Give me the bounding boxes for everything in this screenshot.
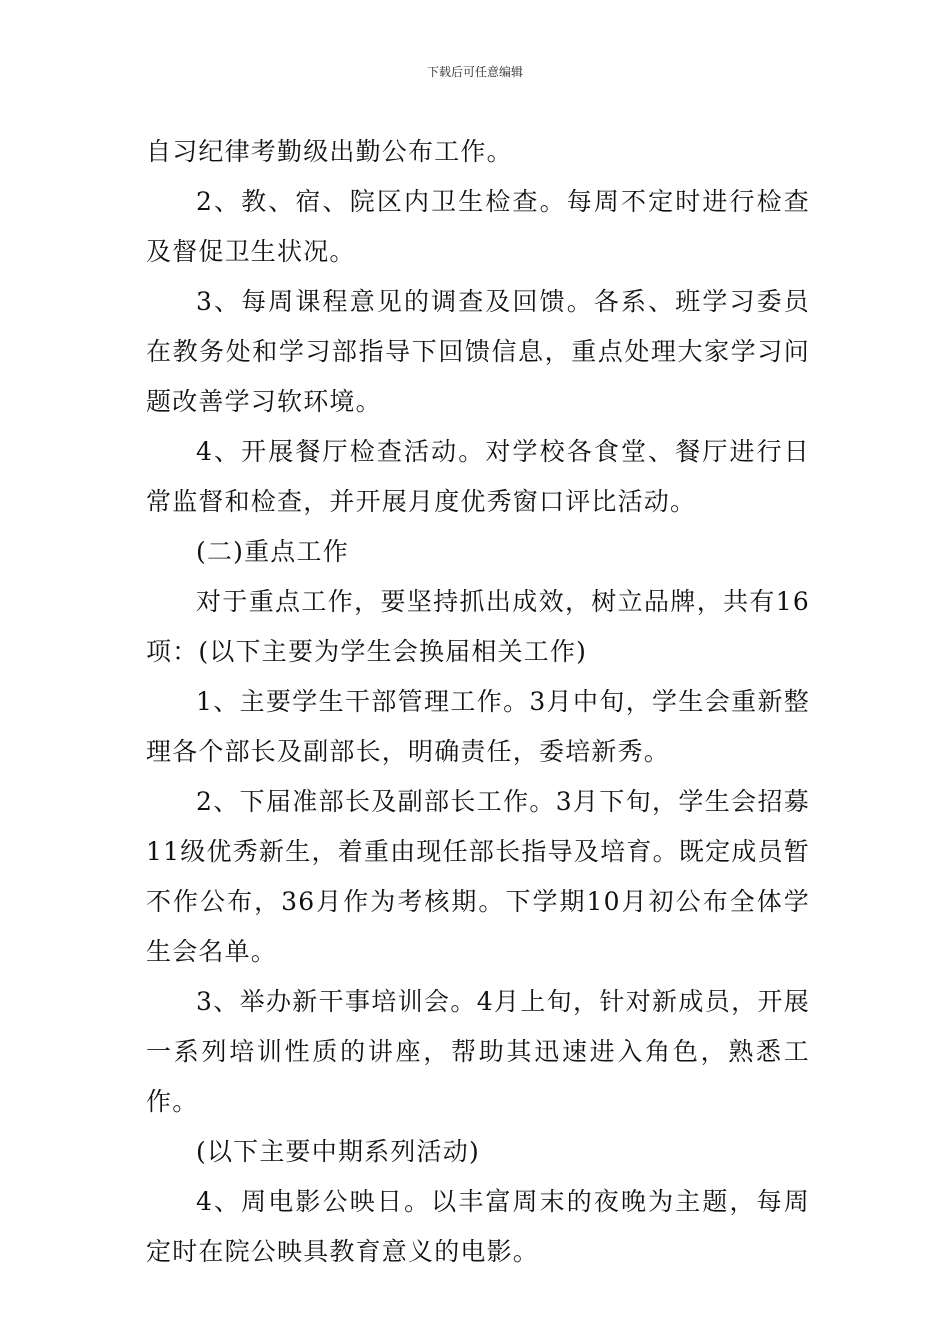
page-header-note: 下载后可任意编辑 (426, 65, 523, 79)
paragraph-4: 4、开展餐厅检查活动。对学校各食堂、餐厅进行日常监督和检查，并开展月度优秀窗口评比活动。 (146, 437, 810, 516)
paragraph-2: 2、教、宿、院区内卫生检查。每周不定时进行检查及督促卫生状况。 (146, 187, 810, 266)
paragraph-10: (以下主要中期系列活动) (196, 1137, 480, 1166)
paragraph-8: 2、下届准部长及副部长工作。3月下旬，学生会招募11级优秀新生，着重由现任部长指导及培育。既定成员暂不作公布，36月作为考核期。下学期10月初公布全体学生会名单。 (146, 787, 810, 966)
paragraph-11: 4、周电影公映日。以丰富周末的夜晚为主题，每周定时在院公映具教育意义的电影。 (146, 1187, 810, 1266)
section-heading-key-work: (二)重点工作 (196, 537, 349, 566)
paragraph-9: 3、举办新干事培训会。4月上旬，针对新成员，开展一系列培训性质的讲座，帮助其迅速进入角色，熟悉工作。 (146, 987, 810, 1116)
paragraph-7: 1、主要学生干部管理工作。3月中旬，学生会重新整理各个部长及副部长，明确责任，委培新秀。 (146, 687, 810, 766)
paragraph-6: 对于重点工作，要坚持抓出成效，树立品牌，共有16项：(以下主要为学生会换届相关工作) (146, 587, 810, 666)
document-body (146, 127, 810, 1277)
paragraph-3: 3、每周课程意见的调查及回馈。各系、班学习委员在教务处和学习部指导下回馈信息，重点处理大家学习问题改善学习软环境。 (146, 287, 810, 416)
paragraph-1: 自习纪律考勤级出勤公布工作。 (146, 137, 513, 166)
